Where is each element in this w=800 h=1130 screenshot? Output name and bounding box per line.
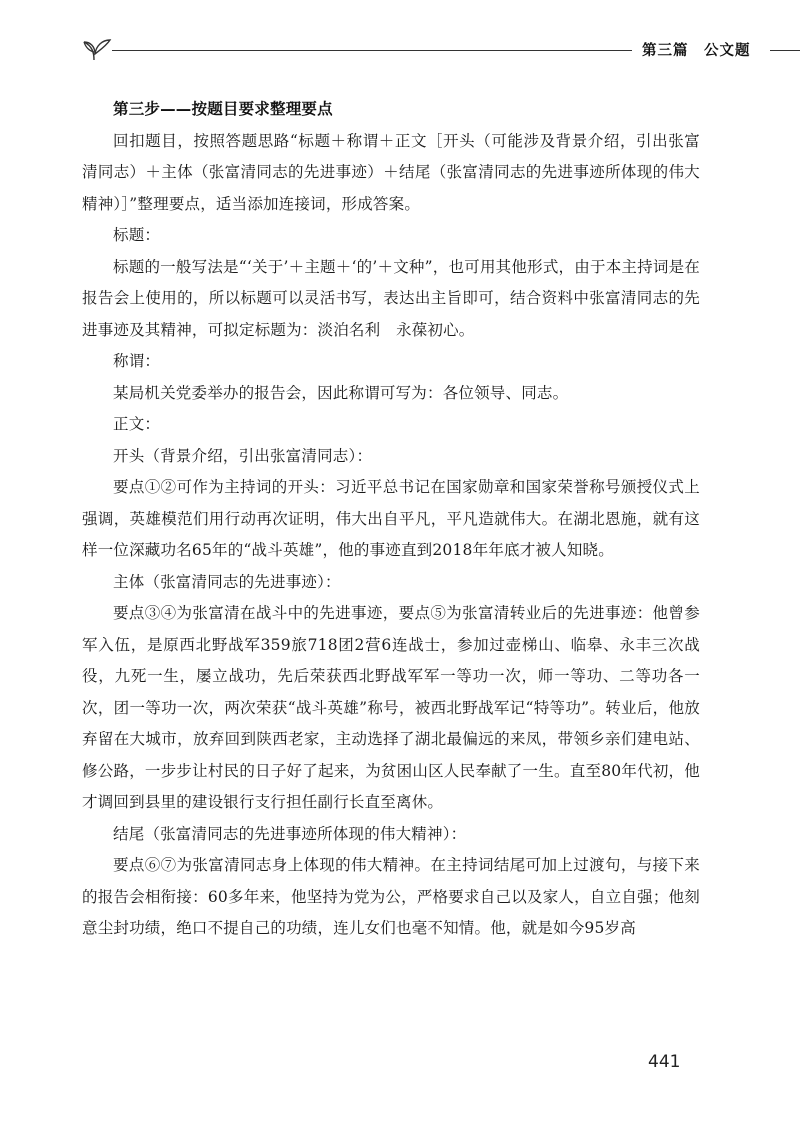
header-rule-left: [112, 50, 632, 51]
opening-paragraph: 要点①②可作为主持词的开头：习近平总书记在国家勋章和国家荣誉称号颁授仪式上强调，英雄模范们用行动再次证明，伟大出自平凡，平凡造就伟大。在湖北恩施，就有这样一位深藏功名65年的“战斗英雄”，他的事迹直到2018年年底才被人知晓。: [82, 478, 700, 559]
body-label: 主体（张富清同志的先进事迹）：: [113, 572, 341, 591]
main-text-label: 正文：: [113, 415, 161, 433]
opening-label: 开头（背景介绍，引出张富清同志）：: [113, 446, 373, 465]
ending-label: 结尾（张富清同志的先进事迹所体现的伟大精神）：: [113, 824, 467, 843]
salutation-paragraph: 某局机关党委举办的报告会，因此称谓可写为：各位领导、同志。: [113, 383, 569, 402]
body-paragraph: 要点③④为张富清在战斗中的先进事迹，要点⑤为张富清转业后的先进事迹：他曾参军入伍，是原西北野战军359旅718团2营6连战士，参加过壶梯山、临皋、永丰三次战役，九死一生，屡立战功，先后荣获西北野战军军一等功一次，师一等功、二等功各一次，团一等功一次，两次荣获“战斗英雄”称号，被西北野战军记“特等功”。转业后，他放弃留在大城市，放弃回到陕西老家，主动选择了湖北最偏远的来凤，带领乡亲们建电站、修公路，一步步让村民的日子好了起来，为贫困山区人民奉献了一生。直至80年代初，他才调回到县里的建设银行支行担任副行长直至离休。: [82, 604, 700, 811]
section-title: 第三篇 公文题: [642, 43, 751, 59]
page-header: [80, 34, 780, 64]
header-rule-right: [770, 50, 800, 51]
page-number: 441: [648, 1052, 681, 1072]
title-label: 标题：: [113, 226, 161, 244]
title-paragraph: 标题的一般写法是“‘关于’＋主题＋‘的’＋文种”，也可用其他形式，由于本主持词是在报告会上使用的，所以标题可以灵活书写，表达出主旨即可，结合资料中张富清同志的先进事迹及其精神，可拟定标题为：淡泊名利 永葆初心。: [82, 257, 700, 339]
sprout-icon: [80, 34, 114, 62]
step-heading: 第三步——按题目要求整理要点: [113, 100, 333, 118]
page-body: [82, 94, 700, 945]
ending-paragraph: 要点⑥⑦为张富清同志身上体现的伟大精神。在主持词结尾可加上过渡句，与接下来的报告会相衔接：60多年来，他坚持为党为公，严格要求自己以及家人，自立自强；他刻意尘封功绩，绝口不提自己的功绩，连儿女们也毫不知情。他，就是如今95岁高: [82, 856, 700, 937]
salutation-label: 称谓：: [113, 352, 161, 370]
intro-paragraph: 回扣题目，按照答题思路“标题＋称谓＋正文［开头（可能涉及背景介绍，引出张富清同志）＋主体（张富清同志的先进事迹）＋结尾（张富清同志的先进事迹所体现的伟大精神）］”整理要点，适当添加连接词，形成答案。: [82, 131, 700, 213]
